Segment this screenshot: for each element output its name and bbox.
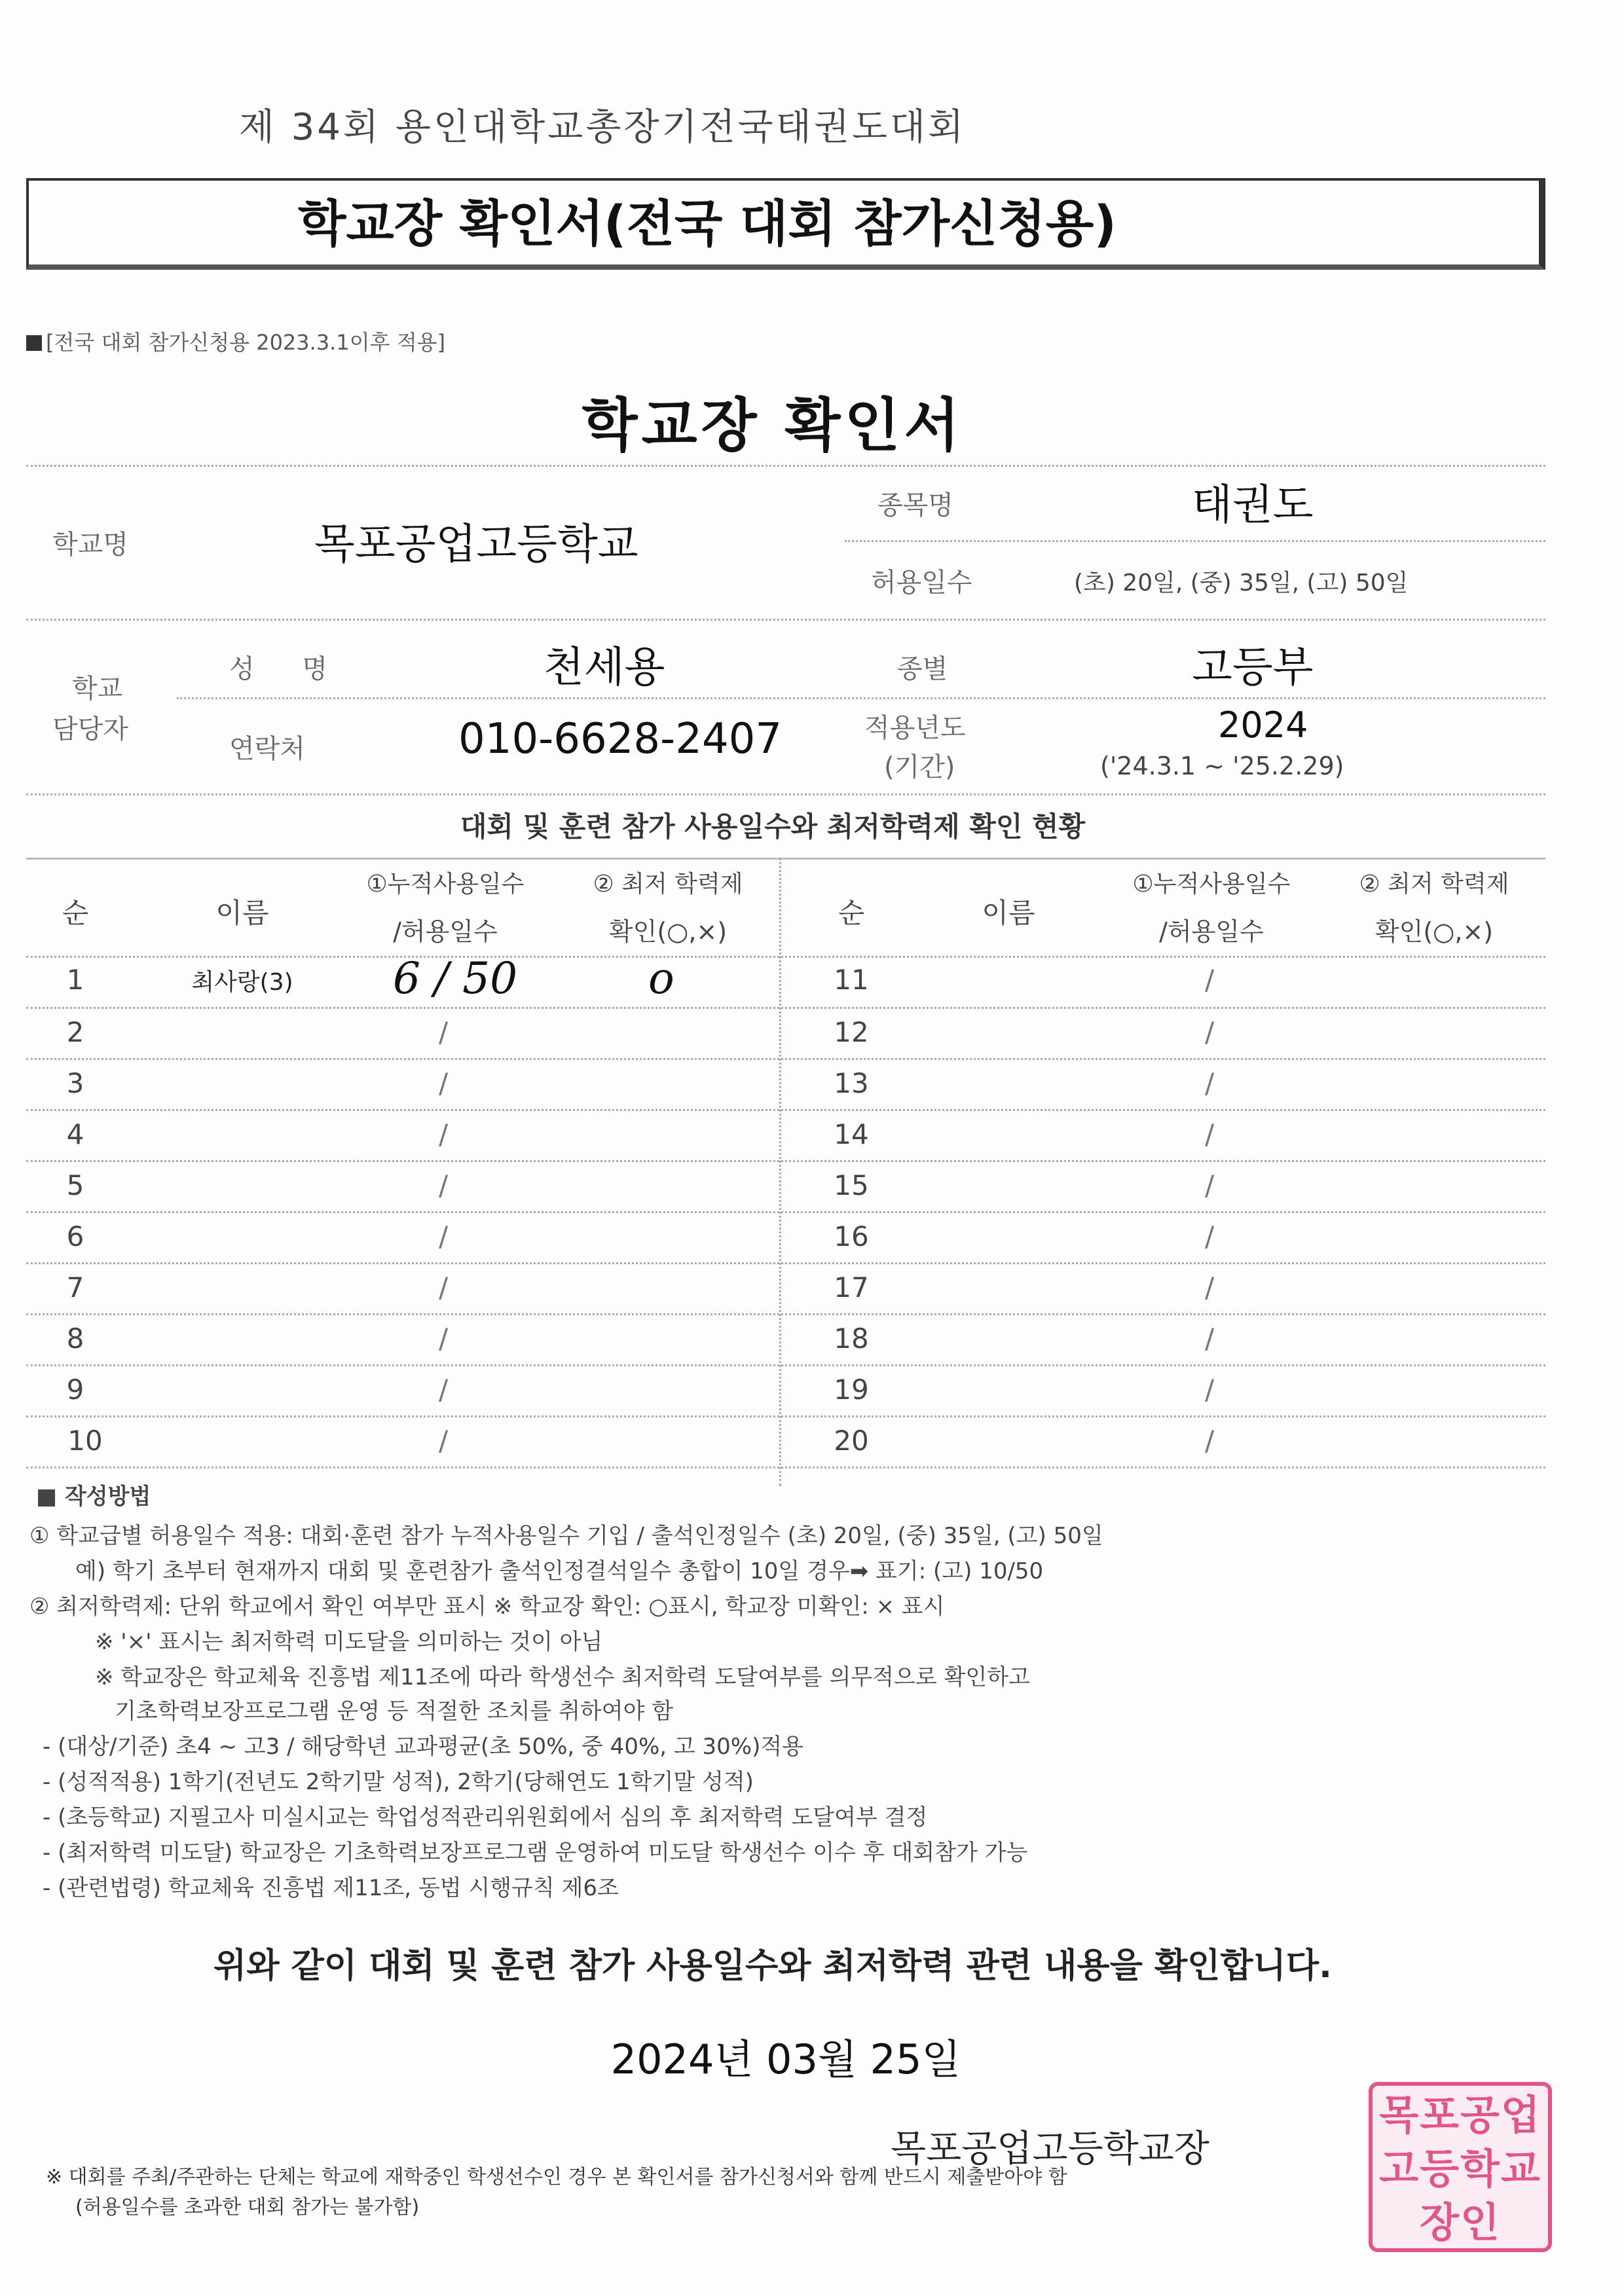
note-3: ※ '×' 표시는 최저학력 미도달을 의미하는 것이 아님	[95, 1629, 603, 1655]
note-6: - (성적적용) 1학기(전년도 2학기말 성적), 2학기(당해연도 1학기말 성적)	[43, 1769, 754, 1795]
row-check-handwritten: o	[648, 953, 674, 1004]
row-days-slash: /	[439, 1067, 449, 1099]
row-number: 17	[834, 1271, 869, 1303]
row-number: 16	[834, 1220, 869, 1252]
subnote	[26, 326, 445, 356]
year-label-1: 적용년도	[864, 713, 966, 743]
division-value: 고등부	[1192, 644, 1314, 692]
note-1a: ① 학교급별 허용일수 적용: 대회·훈련 참가 누적사용일수 기입 / 출석인정일수 (초) 20일, (중) 35일, (고) 50일	[29, 1523, 1103, 1549]
row-number: 6	[66, 1220, 84, 1252]
header-acad-1: ② 최저 학력제	[593, 871, 743, 898]
year-label-2: (기간)	[884, 752, 955, 782]
note-2: ② 최저학력제: 단위 학교에서 확인 여부만 표시 ※ 학교장 확인: ○표시, 학교장 미확인: × 표시	[29, 1594, 945, 1620]
row-number: 7	[66, 1271, 84, 1303]
signer: 목포공업고등학교장	[891, 2128, 1209, 2170]
row-divider	[26, 1160, 1545, 1162]
note-9: - (관련법령) 학교체육 진흥법 제11조, 동법 시행규칙 제6조	[43, 1875, 619, 1901]
row-name: 최사랑(3)	[191, 969, 293, 996]
year-value: 2024	[1218, 704, 1308, 746]
row-number: 19	[834, 1374, 869, 1406]
row-days-slash: /	[1205, 1425, 1215, 1457]
note-7: - (초등학교) 지필고사 미실시교는 학업성적관리위원회에서 심의 후 최저학력 도달여부 결정	[43, 1804, 928, 1831]
division-label: 종별	[897, 654, 948, 684]
row-number: 5	[66, 1169, 84, 1201]
row-days-slash: /	[439, 1271, 449, 1303]
staff-label-1: 학교	[72, 674, 123, 704]
row-divider	[26, 1058, 1545, 1060]
row-divider	[26, 1262, 1545, 1264]
divider	[845, 540, 1545, 542]
row-number: 18	[834, 1322, 869, 1355]
row-number: 15	[834, 1169, 869, 1201]
row-days-slash: /	[439, 1220, 449, 1252]
header-name: 이름	[982, 897, 1035, 929]
row-number: 9	[66, 1374, 84, 1406]
row-days-slash: /	[439, 1425, 449, 1457]
name-label: 성 명	[229, 654, 347, 684]
row-number: 8	[66, 1322, 84, 1355]
header-acad-2: 확인(○,×)	[1375, 917, 1494, 946]
staff-name: 천세용	[544, 644, 665, 692]
allowed-days-label: 허용일수	[871, 568, 972, 598]
note-5: - (대상/기준) 초4 ~ 고3 / 해당학년 교과평균(초 50%, 중 40%, 고 30%)적용	[43, 1734, 804, 1760]
header-days-1: ①누적사용일수	[1132, 871, 1291, 898]
row-number: 13	[834, 1067, 869, 1099]
footer-note-2: (허용일수를 초과한 대회 참가는 불가함)	[75, 2196, 420, 2219]
note-4a: ※ 학교장은 학교체육 진흥법 제11조에 따라 학생선수 최저학력 도달여부를 의무적으로 확인하고	[95, 1664, 1030, 1690]
divider	[26, 619, 1545, 621]
row-days-slash: /	[439, 1169, 449, 1201]
row-divider	[26, 1364, 1545, 1366]
divider	[177, 697, 1545, 699]
row-number: 2	[66, 1016, 84, 1048]
divider	[26, 465, 1545, 467]
school-label: 학교명	[52, 530, 128, 560]
square-bullet-icon	[26, 335, 42, 351]
school-name: 목포공업고등학교	[314, 520, 638, 569]
confirmation-statement: 위와 같이 대회 및 훈련 참가 사용일수와 최저학력 관련 내용을 확인합니다.	[213, 1946, 1332, 1986]
note-8: - (최저학력 미도달) 학교장은 기초학력보장프로그램 운영하여 미도달 학생선수 이수 후 대회참가 가능	[43, 1840, 1028, 1866]
footer-note-1: ※ 대회를 주최/주관하는 단체는 학교에 재학중인 학생선수인 경우 본 확인서를 참가신청서와 함께 반드시 제출받아야 함	[46, 2166, 1067, 2189]
row-divider	[26, 1007, 1545, 1009]
header-no: 순	[838, 897, 865, 929]
row-divider	[26, 1109, 1545, 1111]
row-days-slash: /	[1205, 1016, 1215, 1048]
header-acad-2: 확인(○,×)	[608, 917, 728, 946]
header-divider	[26, 956, 1545, 958]
staff-label-2: 담당자	[52, 714, 128, 744]
sport-value: 태권도	[1192, 481, 1314, 530]
row-days-slash: /	[1205, 1067, 1215, 1099]
row-number: 14	[834, 1118, 869, 1150]
row-divider	[26, 1467, 1545, 1468]
subnote-text: [전국 대회 참가신청용 2023.3.1이후 적용]	[46, 330, 446, 355]
sport-label: 종목명	[877, 490, 953, 520]
table-center-divider	[779, 858, 781, 1486]
header-no: 순	[62, 897, 89, 929]
row-days-slash: /	[439, 1322, 449, 1355]
note-4b: 기초학력보장프로그램 운영 등 적절한 조치를 취하여야 함	[115, 1698, 674, 1724]
row-divider	[26, 1313, 1545, 1315]
row-days-slash: /	[439, 1016, 449, 1048]
contact-value: 010-6628-2407	[458, 715, 783, 763]
notes-heading: ■ 작성방법	[36, 1484, 151, 1510]
table-title: 대회 및 훈련 참가 사용일수와 최저학력제 확인 현황	[460, 811, 1086, 843]
header-days-2: /허용일수	[1159, 917, 1264, 946]
row-days-slash: /	[1205, 964, 1215, 996]
row-days-slash: /	[439, 1118, 449, 1150]
table-top-border	[26, 858, 1545, 860]
note-1b: 예) 학기 초부터 현재까지 대회 및 훈련참가 출석인정결석일수 총합이 10일 경우➡ 표기: (고) 10/50	[75, 1558, 1044, 1584]
row-divider	[26, 1415, 1545, 1417]
row-days-slash: /	[439, 1374, 449, 1406]
row-days-slash: /	[1205, 1271, 1215, 1303]
row-number: 1	[66, 964, 84, 996]
row-divider	[26, 1211, 1545, 1213]
header-days-1: ①누적사용일수	[366, 871, 525, 898]
row-days-slash: /	[1205, 1169, 1215, 1201]
allowed-days-value: (초) 20일, (중) 35일, (고) 50일	[1074, 570, 1409, 596]
row-days-slash: /	[1205, 1322, 1215, 1355]
row-days-handwritten: 6 / 50	[393, 953, 518, 1004]
row-number: 12	[834, 1016, 869, 1048]
divider	[26, 793, 1545, 795]
seal-text: 목포공업고등학교장인	[1379, 2091, 1541, 2246]
row-number: 4	[66, 1118, 84, 1150]
row-number: 20	[834, 1425, 869, 1457]
header-days-2: /허용일수	[393, 917, 498, 946]
row-days-slash: /	[1205, 1118, 1215, 1150]
header-name: 이름	[215, 897, 269, 929]
row-days-slash: /	[1205, 1220, 1215, 1252]
period-value: ('24.3.1 ~ '25.2.29)	[1100, 752, 1344, 780]
date: 2024년 03월 25일	[610, 2035, 961, 2083]
event-title: 제 34회 용인대학교총장기전국태권도대회	[238, 106, 967, 149]
row-number: 3	[66, 1067, 84, 1099]
box-title: 학교장 확인서(전국 대회 참가신청용)	[297, 194, 1117, 253]
row-number: 11	[834, 964, 869, 996]
row-number: 10	[67, 1425, 103, 1457]
contact-label: 연락처	[229, 734, 305, 764]
header-acad-1: ② 최저 학력제	[1359, 871, 1509, 898]
seal-lettering	[1369, 2082, 1552, 2252]
document-title: 학교장 확인서	[581, 392, 964, 459]
row-days-slash: /	[1205, 1374, 1215, 1406]
